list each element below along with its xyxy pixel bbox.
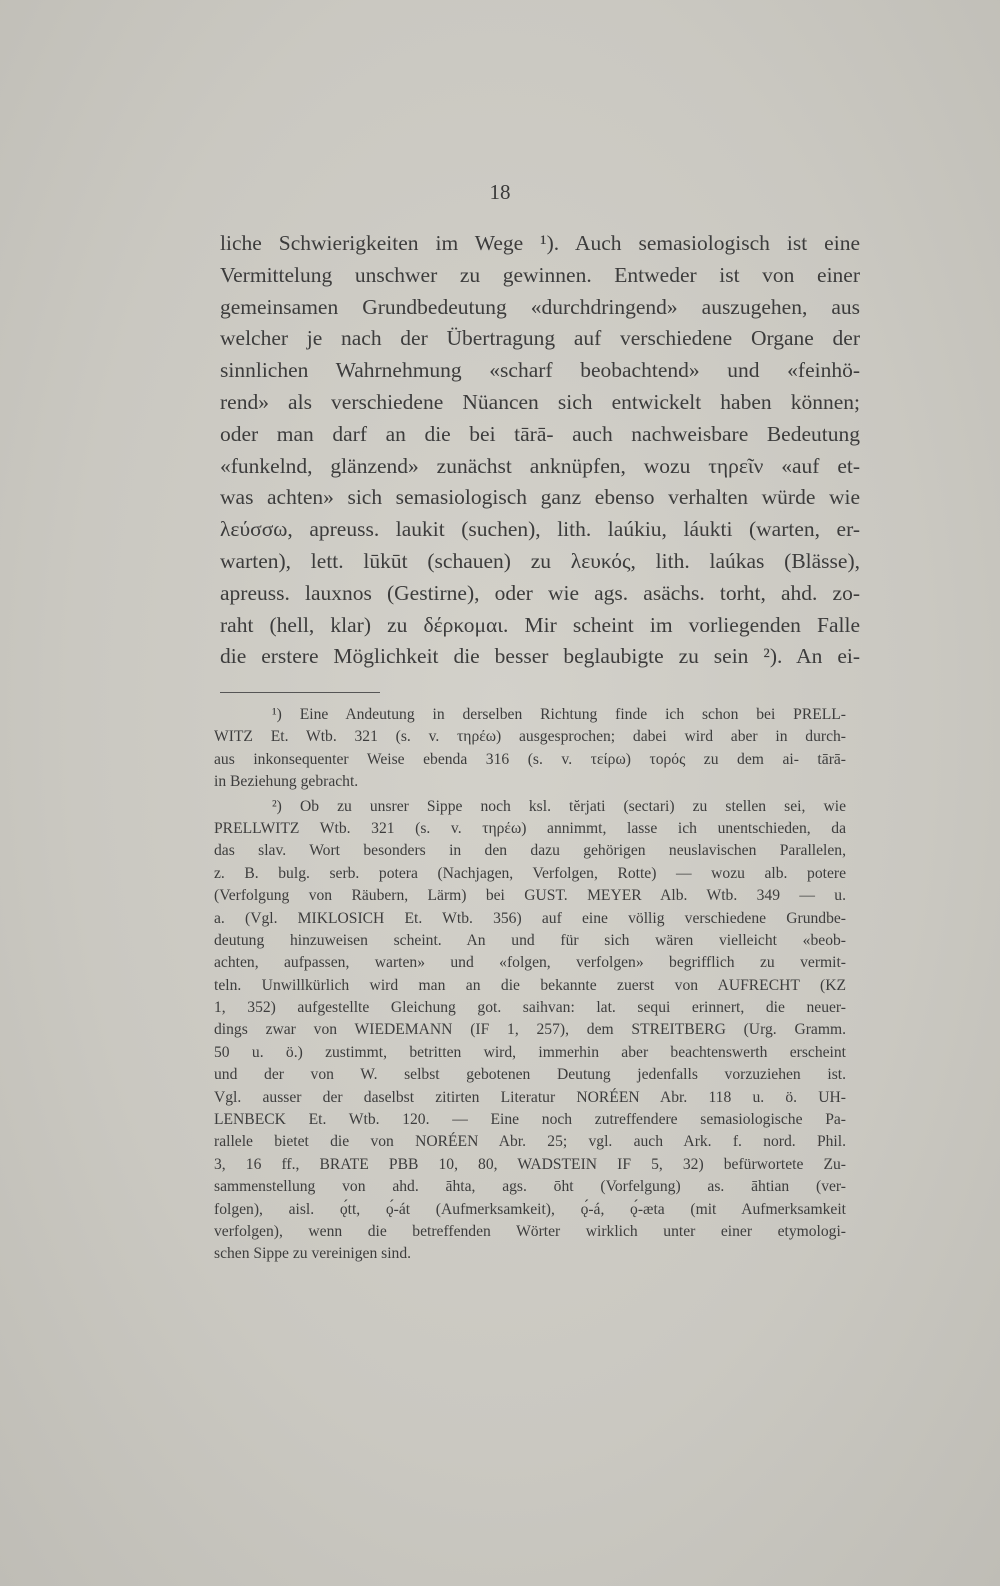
- footnote-line: in Beziehung gebracht.: [214, 773, 359, 791]
- body-line: raht (hell, klar) zu δέρκομαι. Mir scheint im vorliegenden Falle: [220, 612, 860, 637]
- footnote-line: teln. Unwillkürlich wird man an die bekannte zuerst von AUFRECHT (KZ: [214, 976, 846, 994]
- footnote-line: (Verfolgung von Räubern, Lärm) bei GUST. MEYER Alb. Wtb. 349 — u.: [214, 887, 846, 905]
- body-line: gemeinsamen Grundbedeutung «durchdringend» auszugehen, aus: [220, 294, 860, 319]
- footnote-line: rallele bietet die von NORÉEN Abr. 25; vgl. auch Ark. f. nord. Phil.: [214, 1133, 846, 1151]
- footnote-line: 50 u. ö.) zustimmt, betritten wird, immerhin aber beachtenswerth erscheint: [214, 1043, 846, 1061]
- body-line: «funkelnd, glänzend» zunächst anknüpfen, wozu τηρεῖν «auf et-: [220, 453, 860, 478]
- footnote-line: PRELLWITZ Wtb. 321 (s. v. τηρέω) annimmt, lasse ich unentschieden, da: [214, 819, 846, 837]
- page-number: 18: [489, 180, 511, 204]
- footnote-line: und der von W. selbst gebotenen Deutung jedenfalls vorzuziehen ist.: [214, 1066, 846, 1084]
- footnote-line: a. (Vgl. MIKLOSICH Et. Wtb. 356) auf eine völlig verschiedene Grundbe-: [214, 909, 846, 927]
- footnote-line: dings zwar von WIEDEMANN (IF 1, 257), dem STREITBERG (Urg. Gramm.: [214, 1021, 846, 1039]
- body-line: sinnlichen Wahrnehmung «scharf beobachtend» und «feinhö-: [220, 358, 860, 383]
- footnote-line: achten, aufpassen, warten» und «folgen, verfolgen» begrifflich zu vermit-: [214, 954, 846, 972]
- footnote-line: ²) Ob zu unsrer Sippe noch ksl. tĕrjati (sectari) zu stellen sei, wie: [272, 797, 846, 815]
- footnote-line: WITZ Et. Wtb. 321 (s. v. τηρέω) ausgesprochen; dabei wird aber in durch-: [214, 728, 846, 746]
- body-line: was achten» sich semasiologisch ganz ebenso verhalten würde wie: [220, 485, 860, 510]
- footnote-divider: [220, 692, 380, 693]
- footnote-line: schen Sippe zu vereinigen sind.: [214, 1245, 412, 1263]
- main-text: [220, 228, 860, 673]
- body-line: welcher je nach der Übertragung auf verschiedene Organe der: [220, 326, 860, 351]
- footnote-line: verfolgen), wenn die betreffenden Wörter wirklich unter einer etymologi-: [214, 1222, 846, 1240]
- footnote-line: folgen), aisl. ǫ́tt, ǫ́-át (Aufmerksamkeit), ǫ́-á, ǫ́-æta (mit Aufmerksamkeit: [214, 1200, 846, 1218]
- footnote-line: Vgl. ausser der daselbst zitirten Literatur NORÉEN Abr. 118 u. ö. UH-: [214, 1088, 846, 1106]
- body-line: λεύσσω, apreuss. laukit (suchen), lith. laúkiu, láukti (warten, er-: [220, 517, 860, 542]
- body-line: Vermittelung unschwer zu gewinnen. Entweder ist von einer: [220, 262, 860, 287]
- body-line: rend» als verschiedene Nüancen sich entwickelt haben können;: [220, 389, 860, 414]
- body-line: oder man darf an die bei tārā- auch nachweisbare Bedeutung: [220, 421, 860, 446]
- footnote-line: LENBECK Et. Wtb. 120. — Eine noch zutreffendere semasiologische Pa-: [214, 1111, 846, 1129]
- body-line: apreuss. lauxnos (Gestirne), oder wie ags. asächs. torht, ahd. zo-: [220, 580, 860, 605]
- body-line: liche Schwierigkeiten im Wege ¹). Auch semasiologisch ist eine: [220, 231, 860, 255]
- body-line: die erstere Möglichkeit die besser beglaubigte zu sein ²). An ei-: [220, 644, 860, 669]
- footnote-line: ¹) Eine Andeutung in derselben Richtung finde ich schon bei PRELL-: [272, 706, 846, 723]
- footnote-line: sammenstellung von ahd. āhta, ags. ōht (Vorfelgung) as. āhtian (ver-: [214, 1178, 846, 1196]
- footnote-line: 1, 352) aufgestellte Gleichung got. saihvan: lat. sequi erinnert, die neuer-: [214, 999, 846, 1017]
- footnotes: [214, 704, 846, 1266]
- footnote-line: deutung hinzuweisen scheint. An und für sich wären vielleicht «beob-: [214, 931, 846, 949]
- footnote-line: 3, 16 ff., BRATE PBB 10, 80, WADSTEIN IF 5, 32) befürwortete Zu-: [214, 1155, 846, 1173]
- footnote-line: z. B. bulg. serb. potera (Nachjagen, Verfolgen, Rotte) — wozu alb. potere: [214, 864, 846, 882]
- body-line: warten), lett. lūkūt (schauen) zu λευκός, lith. laúkas (Blässe),: [220, 548, 860, 573]
- footnote-line: das slav. Wort besonders in den dazu gehörigen neuslavischen Parallelen,: [214, 842, 846, 860]
- footnote-line: aus inkonsequenter Weise ebenda 316 (s. v. τείρω) τορός zu dem ai- tārā-: [214, 750, 846, 768]
